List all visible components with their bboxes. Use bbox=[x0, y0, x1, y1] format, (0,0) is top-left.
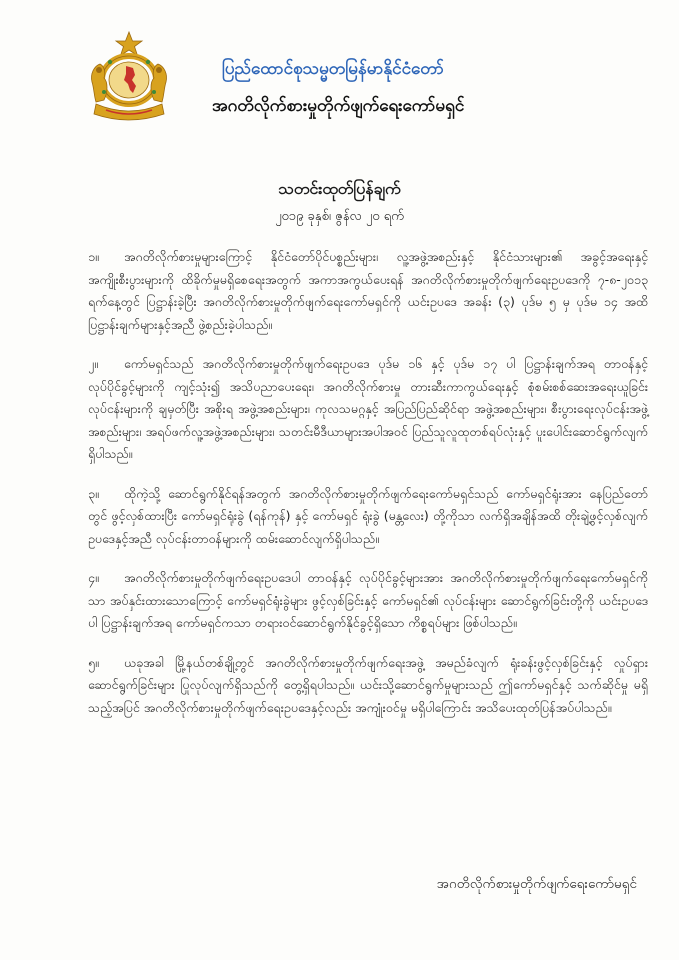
department-name: အဂတိလိုက်စားမှုတိုက်ဖျက်ရေးကော်မရှင် bbox=[212, 96, 465, 116]
paragraph-3 bbox=[88, 483, 648, 551]
signature-line: အဂတိလိုက်စားမှုတိုက်ဖျက်ရေးကော်မရှင် bbox=[436, 876, 637, 892]
paragraph-text: ကော်မရှင်သည် အဂတိလိုက်စားမှုတိုက်ဖျက်ရေးဥပဒေ ပုဒ်မ ၁၆ နှင့် ပုဒ်မ ၁၇ ပါ ပြဋ္ဌာန်းချက်အရ တာဝန်နှင့် လုပ်ပိုင်ခွင့်များကို ကျင့်သုံး၍ အသိပညာပေးရေး၊ အဂတိလိုက်စားမှု တားဆီးကာကွယ်ရေးနှင့် စုံစမ်းစစ်ဆေးအရေးယူခြင်း လုပ်ငန်းများကို ချမှတ်ပြီး အစိုးရ အဖွဲ့အစည်းများ၊ ကုလသမဂ္ဂနှင့် အပြည်ပြည်ဆိုင်ရာ အဖွဲ့အစည်းများ၊ စီးပွားရေးလုပ်ငန်းအဖွဲ့အစည်းများ၊ အရပ်ဖက်လူ့အဖွဲ့အစည်းများ၊ သတင်းမီဒီယာများအပါအဝင် ပြည်သူလူထုတစ်ရပ်လုံးနှင့် ပူးပေါင်းဆောင်ရွက်လျက်ရှိပါသည်။ bbox=[88, 356, 648, 461]
state-seal-emblem bbox=[86, 30, 172, 126]
paragraph-2 bbox=[88, 353, 648, 466]
document-date: ၂၀၁၉ ခုနှစ်၊ ဇွန်လ ၂၀ ရက် bbox=[275, 209, 404, 224]
paragraph-number: ၁။ bbox=[88, 249, 99, 264]
paragraph-text: အဂတိလိုက်စားမှုတိုက်ဖျက်ရေးဥပဒေပါ တာဝန်နှင့် လုပ်ပိုင်ခွင့်များအား အဂတိလိုက်စားမှုတိုက်ဖျက်ရေးကော်မရှင်ကိုသာ အပ်နှင်းထားသောကြောင့် ကော်မရှင်ရုံးခွဲများ ဖွင့်လှစ်ခြင်းနှင့် ကော်မရှင်၏ လုပ်ငန်းများ ဆောင်ရွက်ခြင်းတို့ကို ယင်းဥပဒေပါ ပြဋ္ဌာန်းချက်အရ ကော်မရှင်ကသာ တရားဝင်ဆောင်ရွက်နိုင်ခွင့်ရှိသော ကိစ္စရပ်များ ဖြစ်ပါသည်။ bbox=[88, 570, 648, 630]
paragraph-5 bbox=[88, 652, 648, 720]
paragraph-text: ယခုအခါ မြို့နယ်တစ်ချို့တွင် အဂတိလိုက်စားမှုတိုက်ဖျက်ရေးအဖွဲ့ အမည်ခံလျက် ရုံးခန်းဖွင့်လှစ်ခြင်းနှင့် လှုပ်ရှားဆောင်ရွက်ခြင်းများ ပြုလုပ်လျက်ရှိသည်ကို တွေ့ရှိရပါသည်။ ယင်းသို့ဆောင်ရွက်မှုများသည် ဤကော်မရှင်နှင့် သက်ဆိုင်မှု မရှိသည့်အပြင် အဂတိလိုက်စားမှုတိုက်ဖျက်ရေးဥပဒေနှင့်လည်း အကျုံးဝင်မှု မရှိပါကြောင်း အသိပေးထုတ်ပြန်အပ်ပါသည်။ bbox=[88, 654, 648, 715]
paragraph-text: အဂတိလိုက်စားမှုများကြောင့် နိုင်ငံတော်ပိုင်ပစ္စည်းများ၊ လူ့အဖွဲ့အစည်းနှင့် နိုင်ငံသားများ၏ အခွင့်အရေးနှင့် အကျိုးစီးပွားများကို ထိခိုက်မှုမရှိစေရေးအတွက် အကာအကွယ်ပေးရန် အဂတိလိုက်စားမှုတိုက်ဖျက်ရေးဥပဒေကို ၇-၈-၂၀၁၃ ရက်နေ့တွင် ပြဋ္ဌာန်းခဲ့ပြီး အဂတိလိုက်စားမှုတိုက်ဖျက်ရေးကော်မရှင်ကို ယင်းဥပဒေ အခန်း (၃) ပုဒ်မ ၅ မှ ပုဒ်မ ၁၄ အထိ ပြဋ္ဌာန်းချက်များနှင့်အညီ ဖွဲ့စည်းခဲ့ပါသည်။ bbox=[88, 249, 648, 332]
paragraph-text: ထိုကဲ့သို့ ဆောင်ရွက်နိုင်ရန်အတွက် အဂတိလိုက်စားမှုတိုက်ဖျက်ရေးကော်မရှင်သည် ကော်မရှင်ရုံးအား နေပြည်တော်တွင် ဖွင့်လှစ်ထားပြီး ကော်မရှင်ရုံးခွဲ (ရန်ကုန်) နှင့် ကော်မရှင် ရုံးခွဲ (မန္တလေး) တို့ကိုသာ လက်ရှိအချိန်အထိ တိုးချဲ့ဖွင့်လှစ်လျက် ဥပဒေနှင့်အညီ လုပ်ငန်းတာဝန်များကို ထမ်းဆောင်လျက်ရှိပါသည်။ bbox=[88, 485, 648, 546]
paragraph-number: ၅။ bbox=[88, 654, 99, 670]
document-body bbox=[88, 246, 648, 736]
paragraph-1 bbox=[88, 246, 648, 336]
organization-name: ပြည်ထောင်စုသမ္မတမြန်မာနိုင်ငံတော် bbox=[222, 59, 444, 79]
paragraph-number: ၄။ bbox=[88, 570, 99, 585]
paragraph-number: ၃။ bbox=[88, 485, 99, 501]
paragraph-4 bbox=[88, 567, 648, 635]
document-title: သတင်းထုတ်ပြန်ချက် bbox=[278, 179, 401, 198]
paragraph-number: ၂။ bbox=[88, 356, 98, 371]
